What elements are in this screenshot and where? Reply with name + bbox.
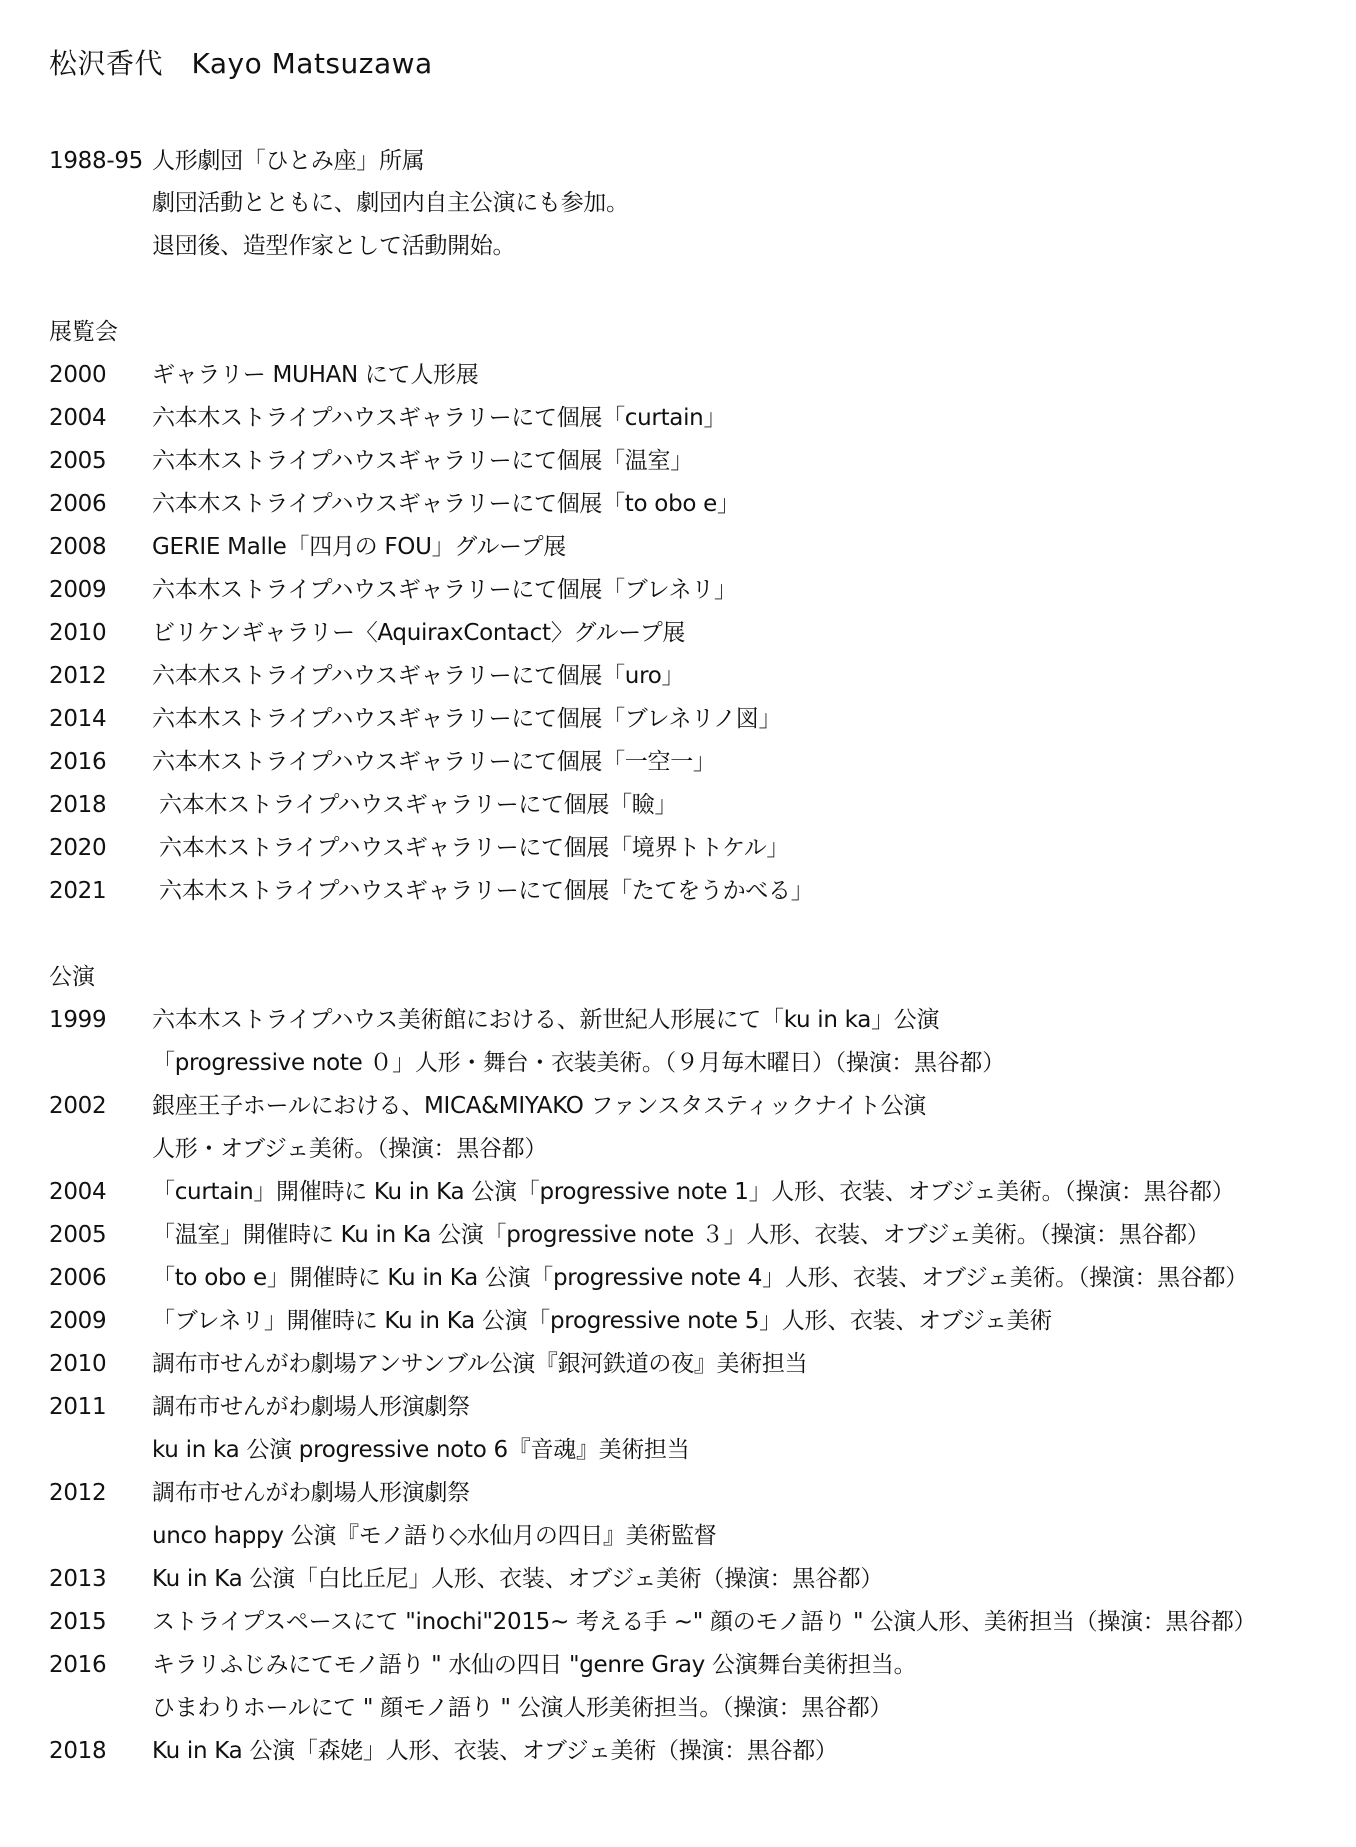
year-label: 2010 bbox=[49, 620, 107, 646]
entry-text: 「progressive note ０」人形・舞台・衣装美術。（９月毎木曜日）（操演：黒谷都） bbox=[152, 1050, 1005, 1076]
exhibitions-heading: 展覧会 bbox=[49, 319, 118, 345]
year-label: 2006 bbox=[49, 1265, 107, 1291]
entry-text: 六本木ストライプハウスギャラリーにて個展「瞼」 bbox=[152, 792, 678, 818]
year-label: 2018 bbox=[49, 1738, 107, 1764]
entry-text: ビリケンギャラリー〈AquiraxContact〉グループ展 bbox=[152, 620, 686, 646]
entry-text: 銀座王子ホールにおける、MICA&MIYAKO ファンスタスティックナイト公演 bbox=[152, 1093, 927, 1119]
entry-text: 「curtain」開催時に Ku in Ka 公演「progressive note 1」人形、衣装、オブジェ美術。（操演：黒谷都） bbox=[152, 1179, 1235, 1205]
entry-text: Ku in Ka 公演「白比丘尼」人形、衣装、オブジェ美術（操演：黒谷都） bbox=[152, 1566, 884, 1592]
year-label: 2008 bbox=[49, 534, 107, 560]
year-label: 2011 bbox=[49, 1394, 107, 1420]
year-label: 2012 bbox=[49, 1480, 107, 1506]
year-label: 2005 bbox=[49, 448, 107, 474]
year-label: 2004 bbox=[49, 405, 107, 431]
year-label: 2014 bbox=[49, 706, 107, 732]
entry-text: 六本木ストライプハウスギャラリーにて個展「一空一」 bbox=[152, 749, 716, 775]
entry-text: 六本木ストライプハウスギャラリーにて個展「to obo e」 bbox=[152, 491, 740, 517]
entry-text: 「温室」開催時に Ku in Ka 公演「progressive note ３」人形、衣装、オブジェ美術。（操演：黒谷都） bbox=[152, 1222, 1210, 1248]
year-label: 1988-95 bbox=[49, 148, 143, 174]
year-label: 2018 bbox=[49, 792, 107, 818]
year-label: 2000 bbox=[49, 362, 107, 388]
entry-text: 六本木ストライプハウスギャラリーにて個展「ブレネリノ図」 bbox=[152, 706, 782, 732]
entry-text: 六本木ストライプハウスギャラリーにて個展「curtain」 bbox=[152, 405, 727, 431]
entry-text: ひまわりホールにて " 顔モノ語り " 公演人形美術担当。（操演：黒谷都） bbox=[152, 1695, 893, 1721]
entry-text: 人形劇団「ひとみ座」所属 bbox=[152, 148, 425, 174]
performances-heading: 公演 bbox=[49, 964, 95, 990]
entry-text: 六本木ストライプハウスギャラリーにて個展「ブレネリ」 bbox=[152, 577, 737, 603]
entry-text: 六本木ストライプハウスギャラリーにて個展「uro」 bbox=[152, 663, 685, 689]
year-label: 2021 bbox=[49, 878, 107, 904]
entry-text: 調布市せんがわ劇場人形演劇祭 bbox=[152, 1480, 470, 1506]
year-label: 2020 bbox=[49, 835, 107, 861]
entry-text: 退団後、造型作家として活動開始。 bbox=[152, 233, 516, 259]
year-label: 2005 bbox=[49, 1222, 107, 1248]
year-label: 2004 bbox=[49, 1179, 107, 1205]
year-label: 2009 bbox=[49, 577, 107, 603]
entry-text: GERIE Malle「四月の FOU」グループ展 bbox=[152, 534, 566, 560]
page-title: 松沢香代 Kayo Matsuzawa bbox=[49, 47, 433, 80]
year-label: 2010 bbox=[49, 1351, 107, 1377]
entry-text: 調布市せんがわ劇場アンサンブル公演『銀河鉄道の夜』美術担当 bbox=[152, 1351, 808, 1377]
year-label: 1999 bbox=[49, 1007, 107, 1033]
entry-text: キラリふじみにてモノ語り " 水仙の四日 "genre Gray 公演舞台美術担当。 bbox=[152, 1652, 917, 1678]
entry-text: ギャラリー MUHAN にて人形展 bbox=[152, 362, 479, 388]
year-label: 2015 bbox=[49, 1609, 107, 1635]
entry-text: 六本木ストライプハウスギャラリーにて個展「たてをうかべる」 bbox=[152, 878, 814, 904]
entry-text: 六本木ストライプハウスギャラリーにて個展「境界トトケル」 bbox=[152, 835, 790, 861]
year-label: 2006 bbox=[49, 491, 107, 517]
entry-text: ku in ka 公演 progressive noto 6『音魂』美術担当 bbox=[152, 1437, 690, 1463]
year-label: 2009 bbox=[49, 1308, 107, 1334]
year-label: 2016 bbox=[49, 1652, 107, 1678]
year-label: 2013 bbox=[49, 1566, 107, 1592]
year-label: 2002 bbox=[49, 1093, 107, 1119]
entry-text: 人形・オブジェ美術。（操演：黒谷都） bbox=[152, 1136, 548, 1162]
entry-text: 「to obo e」開催時に Ku in Ka 公演「progressive note 4」人形、衣装、オブジェ美術。（操演：黒谷都） bbox=[152, 1265, 1248, 1291]
entry-text: Ku in Ka 公演「森姥」人形、衣装、オブジェ美術（操演：黒谷都） bbox=[152, 1738, 838, 1764]
entry-text: 六本木ストライプハウスギャラリーにて個展「温室」 bbox=[152, 448, 693, 474]
year-label: 2016 bbox=[49, 749, 107, 775]
entry-text: 劇団活動とともに、劇団内自主公演にも参加。 bbox=[152, 190, 629, 216]
entry-text: ストライプスペースにて "inochi"2015~ 考える手 ~" 顔のモノ語り " 公演人形、美術担当（操演：黒谷都） bbox=[152, 1609, 1257, 1635]
entry-text: 調布市せんがわ劇場人形演劇祭 bbox=[152, 1394, 470, 1420]
entry-text: unco happy 公演『モノ語り◇水仙月の四日』美術監督 bbox=[152, 1523, 717, 1549]
entry-text: 「ブレネリ」開催時に Ku in Ka 公演「progressive note 5」人形、衣装、オブジェ美術 bbox=[152, 1308, 1053, 1334]
year-label: 2012 bbox=[49, 663, 107, 689]
entry-text: 六本木ストライプハウス美術館における、新世紀人形展にて「ku in ka」公演 bbox=[152, 1007, 940, 1033]
